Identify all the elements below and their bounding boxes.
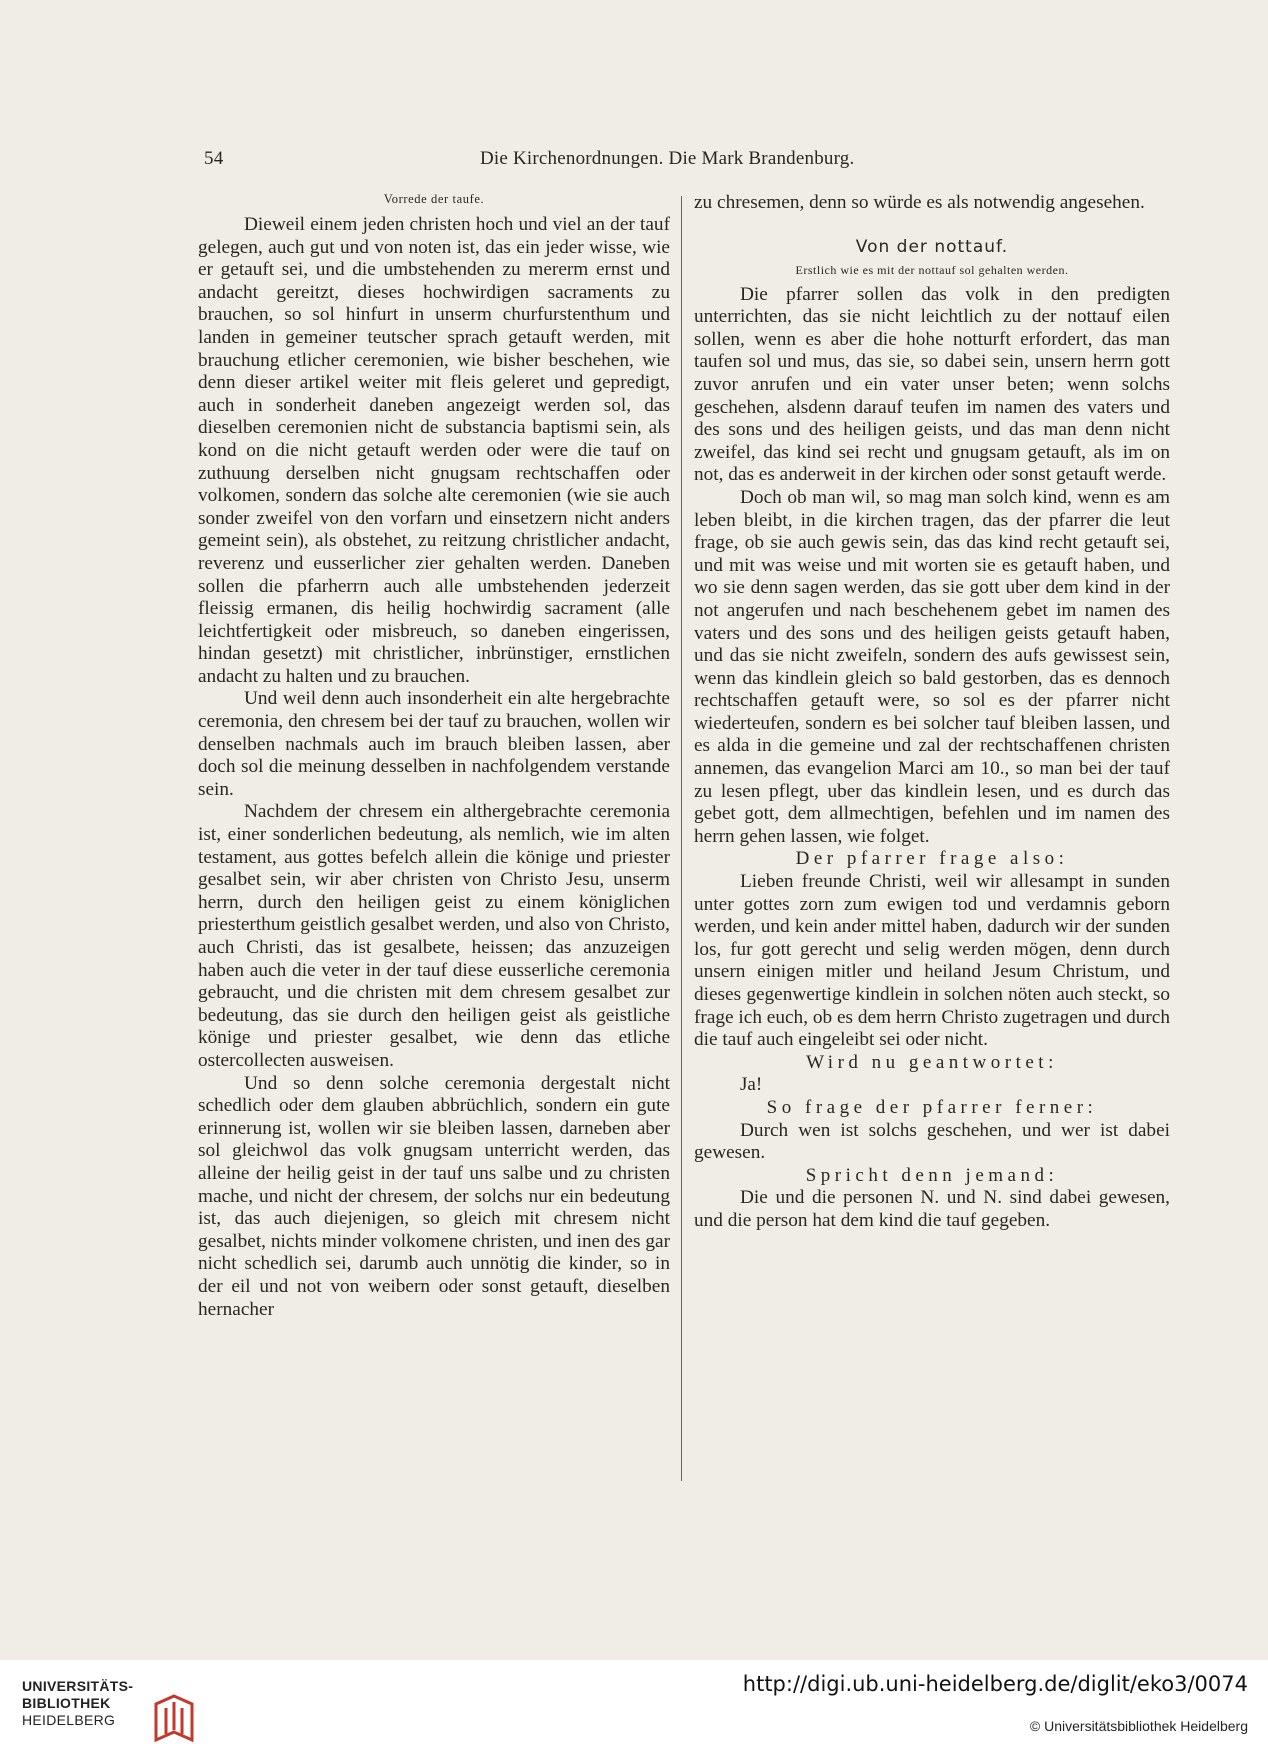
rubric-cue: Spricht denn jemand: [805, 1164, 1059, 1186]
page-header [200, 148, 900, 178]
paragraph: Und so denn solche ceremonia dergestalt nicht schedlich oder dem glauben abbrüchlich, sondern ein gute erinnerung ist, wollen wir sie bleiben lassen, darneben aber sol gleichwol das volk gnugsam unterricht werden, das alleine der heilig geist in der tauf uns salbe und zu christen mache, und nicht der chresem, der solchs nur ein bedeutung ist, das auch diejenigen, so gleich mit chresem nicht gesalbet, nichts minder volkomene christen, und inen des gar nicht schedlich sei, darumb auch unnötig die kinder, so in der eil und not von weibern oder sonst getauft, dieselben hernacher [198, 1072, 670, 1320]
running-title: Die Kirchenordnungen. Die Mark Brandenburg. [480, 148, 855, 169]
paragraph: Und weil denn auch insonderheit ein alte hergebrachte ceremonia, den chresem bei der tauf zu brauchen, wollen wir denselben nachmals auch im brauch bleiben lassen, aber doch sol die meinung desselben in nachfolgendem verstande sein. [198, 688, 670, 800]
left-heading: Vorrede der taufe. [383, 192, 485, 206]
library-emblem-icon [152, 1694, 196, 1744]
rubric-cue: So frage der pfarrer ferner: [766, 1096, 1098, 1118]
question-text: Durch wen ist solchs geschehen, und wer ist dabei gewesen. [694, 1119, 1170, 1164]
prayer-text: Lieben freunde Christi, weil wir allesampt in sunden unter gottes zorn zum ewigen tod und verdamnis geborn werden, und kein ander mittel haben, dadurch wir der sunden los, fur gott gerecht und selig werden mögen, denn durch unsern einigen mitler und heiland Jesum Christum, und dieses gegenwertige kindlein in solchen nöten auch steckt, so frage ich euch, ob es dem herrn Christo zugetragen und durch die tauf auch eingeleibt sei oder nicht. [694, 871, 1170, 1051]
footer-bar [0, 1660, 1268, 1753]
paragraph: Die pfarrer sollen das volk in den predigten unterrichten, das sie nicht leichtlich zu der nottauf eilen sollen, wenn es aber die hohe notturft erfordert, das man taufen sol und mus, das sie, so dabei sein, unsern herrn gott zuvor anrufen und ein vater unser beten; wenn solchs geschehen, alsdenn darauf teufen im namen des vaters und des sons und des heiligen geists, und das man denn nicht zweifel, das kind sei recht und gnugsam getauft, als im on not, das es anderweit in der kirchen oder sonst getauft werde. [694, 283, 1170, 486]
paragraph: Dieweil einem jeden christen hoch und viel an der tauf gelegen, auch gut und von noten ist, das ein jeder wisse, wie er getauft sei, und die umbstehenden zu mererm ernst und andacht gereitzt, dieses hochwirdigen sacraments zu brauchen, so sol hinfurt in unserm churfurstenthum und landen in gemeiner teutscher sprach getauft werden, mit brauchung etlicher ceremonien, wie bisher beschehen, wie denn dieser artikel weiter mit fleis geleret und gepredigt, auch in sonderheit daneben angezeigt werden sol, das dieselben ceremonien nicht de substancia baptismi sein, als kond on die nicht getauft werden oder were die tauf on zuthuung derselben nicht gnugsam rechtschaffen oder volkomen, sondern das solche alte ceremonien (wie sie auch sonder zweifel von den vorfarn und einsetzern nicht anders gemeint sein), als obstehet, zu reitzung christlicher andacht, reverenz und eusserlicher zier gehalten werden. Daneben sollen die pfarherrn auch alle umbstehenden jederzeit fleissig ermanen, dis heilig hochwirdig sacrament (alle leichtfertigkeit oder misbreuch, so daneben eingerissen, hindan gesetzt) mit christlicher, inbrünstiger, ernstlichen andacht zu halten und zu brauchen. [198, 214, 670, 687]
library-logo[interactable] [22, 1678, 182, 1738]
answer-text: Ja! [740, 1074, 763, 1096]
rubric-cue: Der pfarrer frage also: [795, 848, 1069, 870]
paragraph: Nachdem der chresem ein althergebrachte ceremonia ist, einer sonderlichen bedeutung, als nemlich, wie im alten testament, aus gottes befelch allein die könige und priester gesalbet sein, wir aber christen von Christo Jesu, unserm herrn, durch den heiligen geist zu einem königlichen priesterthum geistlich gesalbet werden, und also von Christo, auch Christi, das ist gesalbete, heissen; das anzuzeigen haben auch die veter in der tauf diese eusserliche ceremonia gebraucht, und die christen mit dem chresem gesalbet zur bedeutung, das sie durch den heiligen geist als geistliche könige und priester gesalbet, wie denn das etliche ostercollecten ausweisen. [198, 801, 670, 1071]
column-divider [681, 196, 682, 1481]
paragraph: Doch ob man wil, so mag man solch kind, wenn es am leben bleibt, in die kirchen tragen, das der pfarrer die leut frage, ob sie auch gewis sein, das das kind recht getauft sei, und mit was weise und mit worten sie es getauft haben, und wo sie denn sagen werden, das sie gott uber dem kind in der not angerufen und nach beschehenem gebet im namen des vaters und des sons und des heiligen geists getauft haben, und das sie nicht zweifeln, sondern des aufs gewissest sein, wenn das kindlein gleich so bald gestorben, das es dennoch rechtschaffen getauft were, so sol es der pfarrer nicht wiederteufen, sondern es bei solcher tauf bleiben lassen, und es alda in die gemeine und zal der rechtschaffenen christen annemen, das evangelion Marci am 10., so man bei der tauf zu lesen pflegt, uber das kindlein lesen, und es durch das gebet gott, dem allmechtigen, befehlen und im namen des herrn gehen lassen, wie folget. [694, 486, 1170, 847]
permalink-url[interactable]: http://digi.ub.uni-heidelberg.de/diglit/eko3/0074 [742, 1672, 1248, 1696]
section-subheading: Erstlich wie es mit der nottauf sol gehalten werden. [795, 262, 1069, 277]
page-number: 54 [204, 148, 224, 169]
section-title: Von der nottauf. [855, 236, 1009, 257]
left-column [198, 192, 670, 1321]
final-text: Die und die personen N. und N. sind dabei gewesen, und die person hat dem kind die tauf gegeben. [694, 1187, 1170, 1231]
right-column [694, 192, 1170, 1233]
logo-line: BIBLIOTHEK [22, 1695, 111, 1711]
rubric-cue: Wird nu geantwortet: [806, 1051, 1058, 1073]
copyright-notice: © Universitätsbibliothek Heidelberg [1029, 1718, 1248, 1734]
logo-line: HEIDELBERG [22, 1712, 116, 1728]
continuation-text: zu chresemen, denn so würde es als notwendig angesehen. [694, 192, 1145, 213]
logo-line: UNIVERSITÄTS- [22, 1678, 134, 1694]
